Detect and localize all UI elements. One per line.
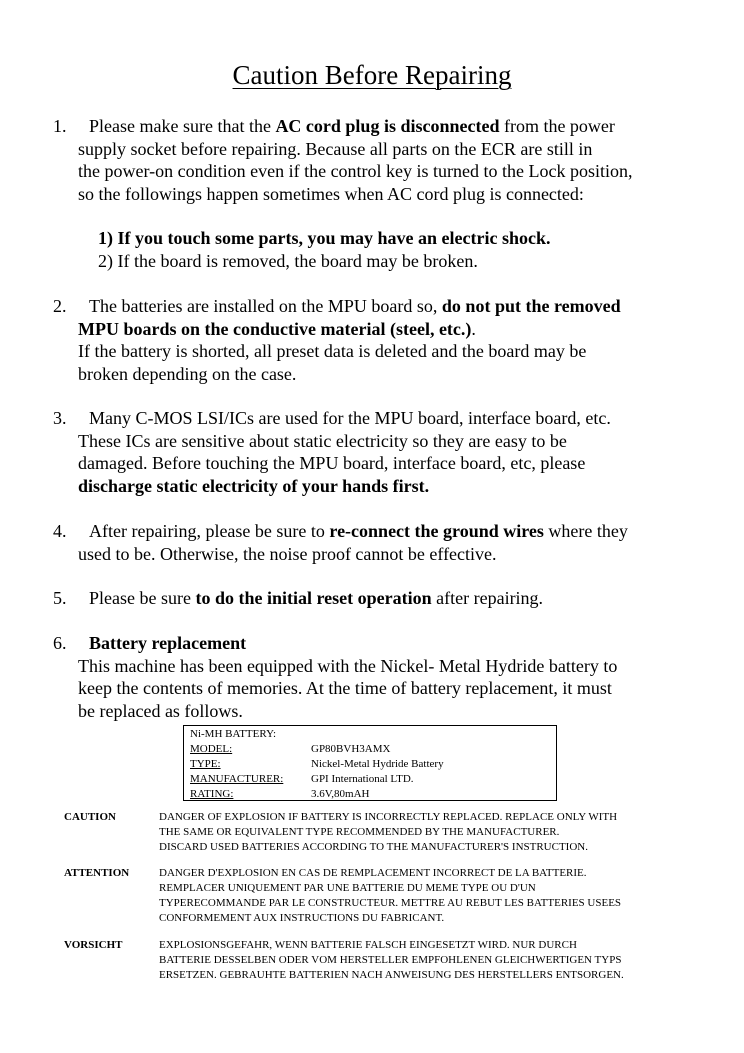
list-item-4 [53,520,723,565]
bold-text: AC cord plug is disconnected [275,116,500,136]
sub-list [98,227,550,272]
text-line: supply socket before repairing. Because all parts on the ECR are still in [78,138,593,159]
item-number: 2. [53,296,67,316]
text-line: be replaced as follows. [78,701,243,722]
warning-text [159,810,704,855]
table-row [190,742,550,757]
table-header: Ni-MH BATTERY: [190,728,277,740]
item-body [78,587,723,610]
text-line: so the followings happen sometimes when AC cord plug is connected: [78,184,584,205]
text-run: . [471,318,476,339]
warning-label: CAUTION [64,811,116,823]
text-line: If the battery is shorted, all preset data is deleted and the board may be [78,341,587,362]
bold-text: re-connect the ground wires [329,521,544,541]
sub-item-bold: 1) If you touch some parts, you may have an electric shock. [98,228,551,248]
text-run: where they [543,521,628,541]
sub-item: 2) If the board is removed, the board may be broken. [98,250,478,271]
text-run: Please make sure that the [89,116,276,136]
item-number: 4. [53,521,67,541]
warning-line: THE SAME OR EQUIVALENT TYPE RECOMMENDED BY THE MANUFACTURER. [159,826,560,838]
text-run: The batteries are installed on the MPU board so, [89,296,442,316]
warning-line: DISCARD USED BATTERIES ACCORDING TO THE MANUFACTURER'S INSTRUCTION. [159,841,588,853]
spec-value: 3.6V,80mAH [311,788,370,800]
item-body [78,295,723,386]
warning-line: REMPLACER UNIQUEMENT PAR UNE BATTERIE DU MEME TYPE OU D'UN [159,882,536,894]
text-run: Please be sure [89,588,196,608]
warning-caution [64,810,704,855]
warning-vorsicht [64,938,704,983]
item-body [78,115,723,206]
text-line: keep the contents of memories. At the time of battery replacement, it must [78,678,612,699]
text-line: damaged. Before touching the MPU board, interface board, etc, please [78,453,586,474]
spec-label: MODEL: [190,743,233,755]
spec-value: Nickel-Metal Hydride Battery [311,758,444,770]
list-item-1 [53,115,723,206]
warning-line: EXPLOSIONSGEFAHR, WENN BATTERIE FALSCH EINGESETZT WIRD. NUR DURCH [159,939,577,951]
item-number: 5. [53,588,67,608]
spec-value: GPI International LTD. [311,773,414,785]
item-number: 6. [53,633,67,653]
item-body [78,632,723,723]
bold-text: MPU boards on the conductive material (steel, etc.) [78,318,472,339]
warning-line: BATTERIE DESSELBEN ODER VOM HERSTELLER EMPFOHLENEN GLEICHWERTIGEN TYPS [159,954,622,966]
text-run: After repairing, please be sure to [89,521,330,541]
battery-spec-table [183,725,557,801]
text-run: Many C-MOS LSI/ICs are used for the MPU board, interface board, etc. [89,408,611,428]
warning-text [159,938,704,983]
warning-line: ERSETZEN. GEBRAUHTE BATTERIEN NACH ANWEISUNG DES HERSTELLERS ENTSORGEN. [159,969,624,981]
list-item-2 [53,295,723,386]
bold-text: to do the initial reset operation [195,588,432,608]
table-row [190,787,550,802]
spec-value: GP80BVH3AMX [311,743,391,755]
table-row [190,727,550,742]
warning-label: ATTENTION [64,867,130,879]
item-number: 3. [53,408,67,428]
bold-text: do not put the removed [441,296,621,316]
spec-label: RATING: [190,788,234,800]
text-run: after repairing. [431,588,544,608]
table-row [190,772,550,787]
table-row [190,757,550,772]
warning-attention [64,866,704,926]
warning-line: DANGER D'EXPLOSION EN CAS DE REMPLACEMENT INCORRECT DE LA BATTERIE. [159,867,587,879]
bold-text: discharge static electricity of your hands first. [78,476,430,497]
warning-line: TYPERECOMMANDE PAR LE CONSTRUCTEUR. METTRE AU REBUT LES BATTERIES USEES [159,897,622,909]
warning-line: DANGER OF EXPLOSION IF BATTERY IS INCORRECTLY REPLACED. REPLACE ONLY WITH [159,811,618,823]
text-line: broken depending on the case. [78,364,297,385]
warning-label: VORSICHT [64,939,123,951]
list-item-3 [53,407,723,498]
section-heading: Battery replacement [89,633,247,653]
item-body [78,520,723,565]
page-title: Caution Before Repairing [232,60,512,90]
text-line: the power-on condition even if the control key is turned to the Lock position, [78,161,633,182]
spec-label: TYPE: [190,758,221,770]
text-line: This machine has been equipped with the Nickel- Metal Hydride battery to [78,655,618,676]
list-item-5 [53,587,723,610]
item-number: 1. [53,116,67,136]
text-run: from the power [499,116,615,136]
list-item-6 [53,632,723,723]
warning-line: CONFORMEMENT AUX INSTRUCTIONS DU FABRICANT. [159,912,445,924]
spec-label: MANUFACTURER: [190,773,284,785]
text-line: used to be. Otherwise, the noise proof cannot be effective. [78,543,497,564]
item-body [78,407,723,498]
warning-text [159,866,704,926]
text-line: These ICs are sensitive about static electricity so they are easy to be [78,430,567,451]
